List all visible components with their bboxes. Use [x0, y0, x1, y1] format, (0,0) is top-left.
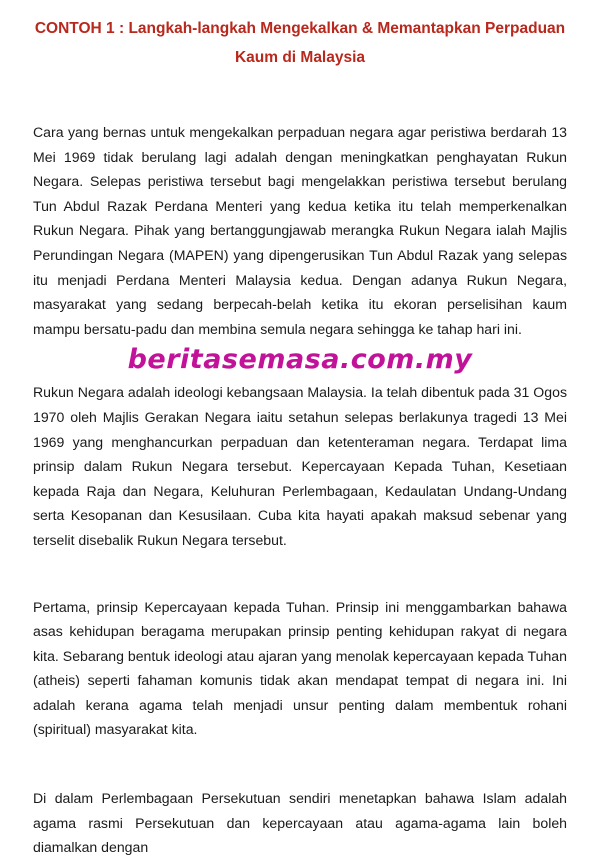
document-title — [33, 0, 567, 72]
paragraph-3: Pertama, prinsip Kepercayaan kepada Tuhan. Prinsip ini menggambarkan bahawa asas kehidupan beragama merupakan prinsip penting kehidupan rakyat di negara kita. Sebarang bentuk ideologi atau ajaran yang menolak kepercayaan kepada Tuhan (atheis) seperti fahaman komunis tidak akan mendapat tempat di negara ini. Ini adalah kerana agama telah menjadi unsur penting dalam membentuk rohani (spiritual) masyarakat kita. — [33, 598, 567, 738]
title-line-2: Kaum di Malaysia — [234, 49, 366, 66]
title-line-1: CONTOH 1 : Langkah-langkah Mengekalkan & Memantapkan Perpaduan — [34, 20, 566, 37]
paragraph-4: Di dalam Perlembagaan Persekutuan sendiri menetapkan bahawa Islam adalah agama rasmi Persekutuan dan kepercayaan atau agama-agama lain boleh diamalkan dengan — [33, 790, 567, 856]
watermark-text: beritasemasa.com.my — [127, 344, 473, 376]
paragraph-2: Rukun Negara adalah ideologi kebangsaan Malaysia. Ia telah dibentuk pada 31 Ogos 1970 oleh Majlis Gerakan Negara iaitu setahun selepas berlakunya tragedi 13 Mei 1969 yang menghancurkan perpaduan dan ketenteraman negara. Terdapat lima prinsip dalam Rukun Negara tersebut. Kepercayaan Kepada Tuhan, Kesetiaan kepada Raja dan Negara, Keluhuran Perlembagaan, Kedaulatan Undang-Undang serta Kesopanan dan Kesusilaan. Cuba kita hayati apakah maksud sebenar yang terselit disebalik Rukun Negara tersebut. — [33, 384, 567, 548]
paragraph-1: Cara yang bernas untuk mengekalkan perpaduan negara agar peristiwa berdarah 13 Mei 1969 tidak berulang lagi adalah dengan meningkatkan penghayatan Rukun Negara. Selepas peristiwa tersebut bagi mengelakkan peristiwa tersebut berulang Tun Abdul Razak Perdana Menteri yang kedua ketika itu telah memperkenalkan Rukun Negara. Pihak yang bertanggungjawab merangka Rukun Negara ialah Majlis Perundingan Negara (MAPEN) yang dipengerusikan Tun Abdul Razak yang selepas itu menjadi Perdana Menteri Malaysia kedua. Dengan adanya Rukun Negara, masyarakat yang sedang berpecah-belah ketika itu ekoran perselisihan kaum mampu bersatu-padu dan membina semula negara sehingga ke tahap hari ini. — [33, 124, 567, 337]
